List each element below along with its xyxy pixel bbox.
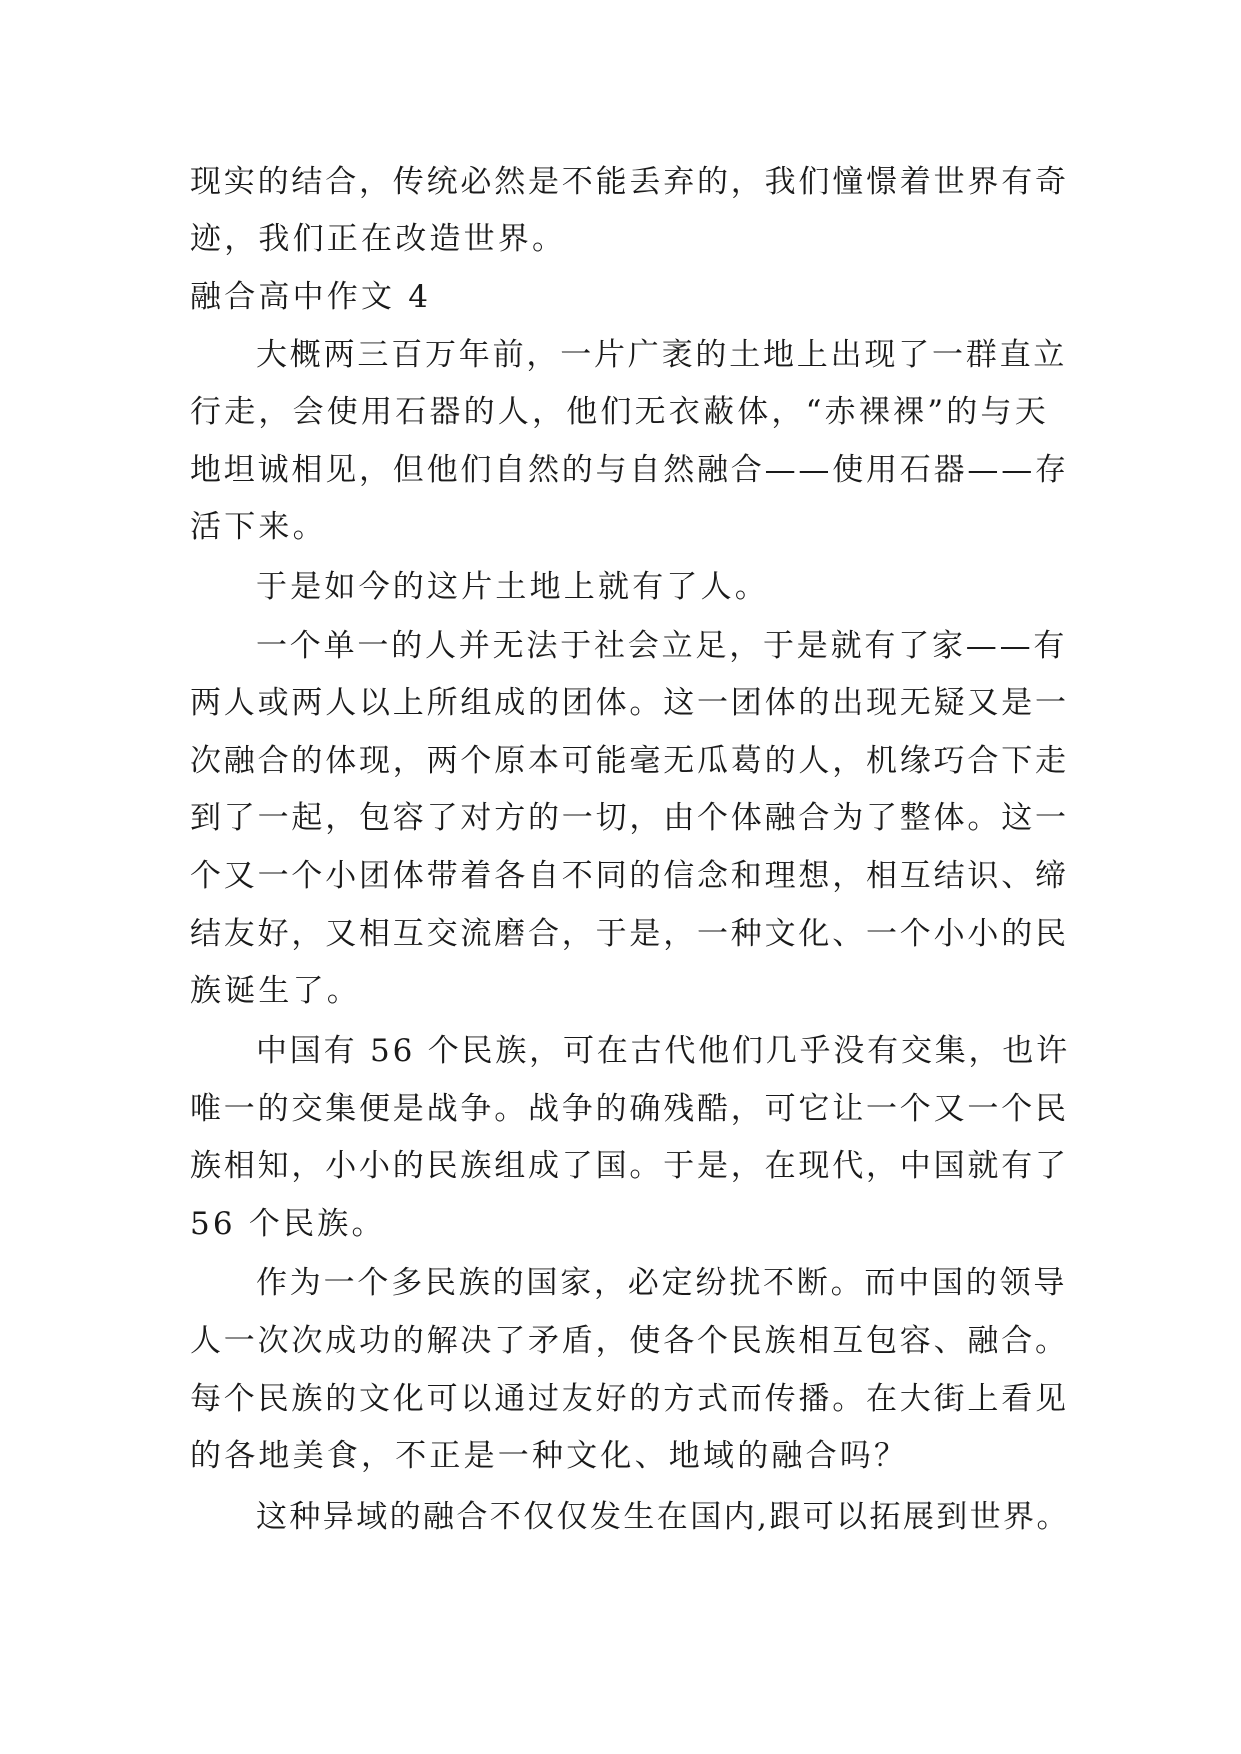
text-line: 族相知，小小的民族组成了国。于是，在现代，中国就有了 [190, 1148, 1069, 1184]
text-line: 的各地美食，不正是一种文化、地域的融合吗？ [190, 1438, 909, 1474]
text-line: 人一次次成功的解决了矛盾，使各个民族相互包容、融合。 [190, 1323, 1069, 1359]
text-line: 唯一的交集便是战争。战争的确残酷，可它让一个又一个民 [190, 1091, 1069, 1127]
text-line: 作为一个多民族的国家，必定纷扰不断。而中国的领导 [256, 1265, 1068, 1301]
text-line: 次融合的体现，两个原本可能毫无瓜葛的人，机缘巧合下走 [190, 743, 1069, 779]
section-heading: 融合高中作文 4 [190, 279, 432, 315]
text-line: 迹，我们正在改造世界。 [190, 221, 567, 257]
text-line: 一个单一的人并无法于社会立足，于是就有了家——有 [256, 628, 1068, 664]
text-line: 大概两三百万年前，一片广袤的土地上出现了一群直立 [256, 337, 1068, 373]
text-line: 56 个民族。 [190, 1206, 386, 1242]
text-line: 于是如今的这片土地上就有了人。 [256, 569, 769, 605]
text-line: 现实的结合，传统必然是不能丢弃的，我们憧憬着世界有奇 [190, 164, 1069, 200]
text-line: 个又一个小团体带着各自不同的信念和理想，相互结识、缔 [190, 858, 1069, 894]
text-line: 结友好，又相互交流磨合，于是，一种文化、一个小小的民 [190, 916, 1069, 952]
text-line: 族诞生了。 [190, 973, 361, 1009]
text-line: 到了一起，包容了对方的一切，由个体融合为了整体。这一 [190, 800, 1069, 836]
text-line: 行走，会使用石器的人，他们无衣蔽体，“赤裸裸”的与天 [190, 394, 1049, 430]
text-line: 每个民族的文化可以通过友好的方式而传播。在大街上看见 [190, 1381, 1069, 1417]
text-line: 这种异域的融合不仅仅发生在国内,跟可以拓展到世界。 [256, 1499, 1070, 1535]
text-line: 中国有 56 个民族，可在古代他们几乎没有交集，也许 [256, 1033, 1070, 1069]
text-line: 两人或两人以上所组成的团体。这一团体的出现无疑又是一 [190, 685, 1069, 721]
text-line: 活下来。 [190, 509, 327, 545]
text-line: 地坦诚相见，但他们自然的与自然融合——使用石器——存 [190, 452, 1069, 488]
